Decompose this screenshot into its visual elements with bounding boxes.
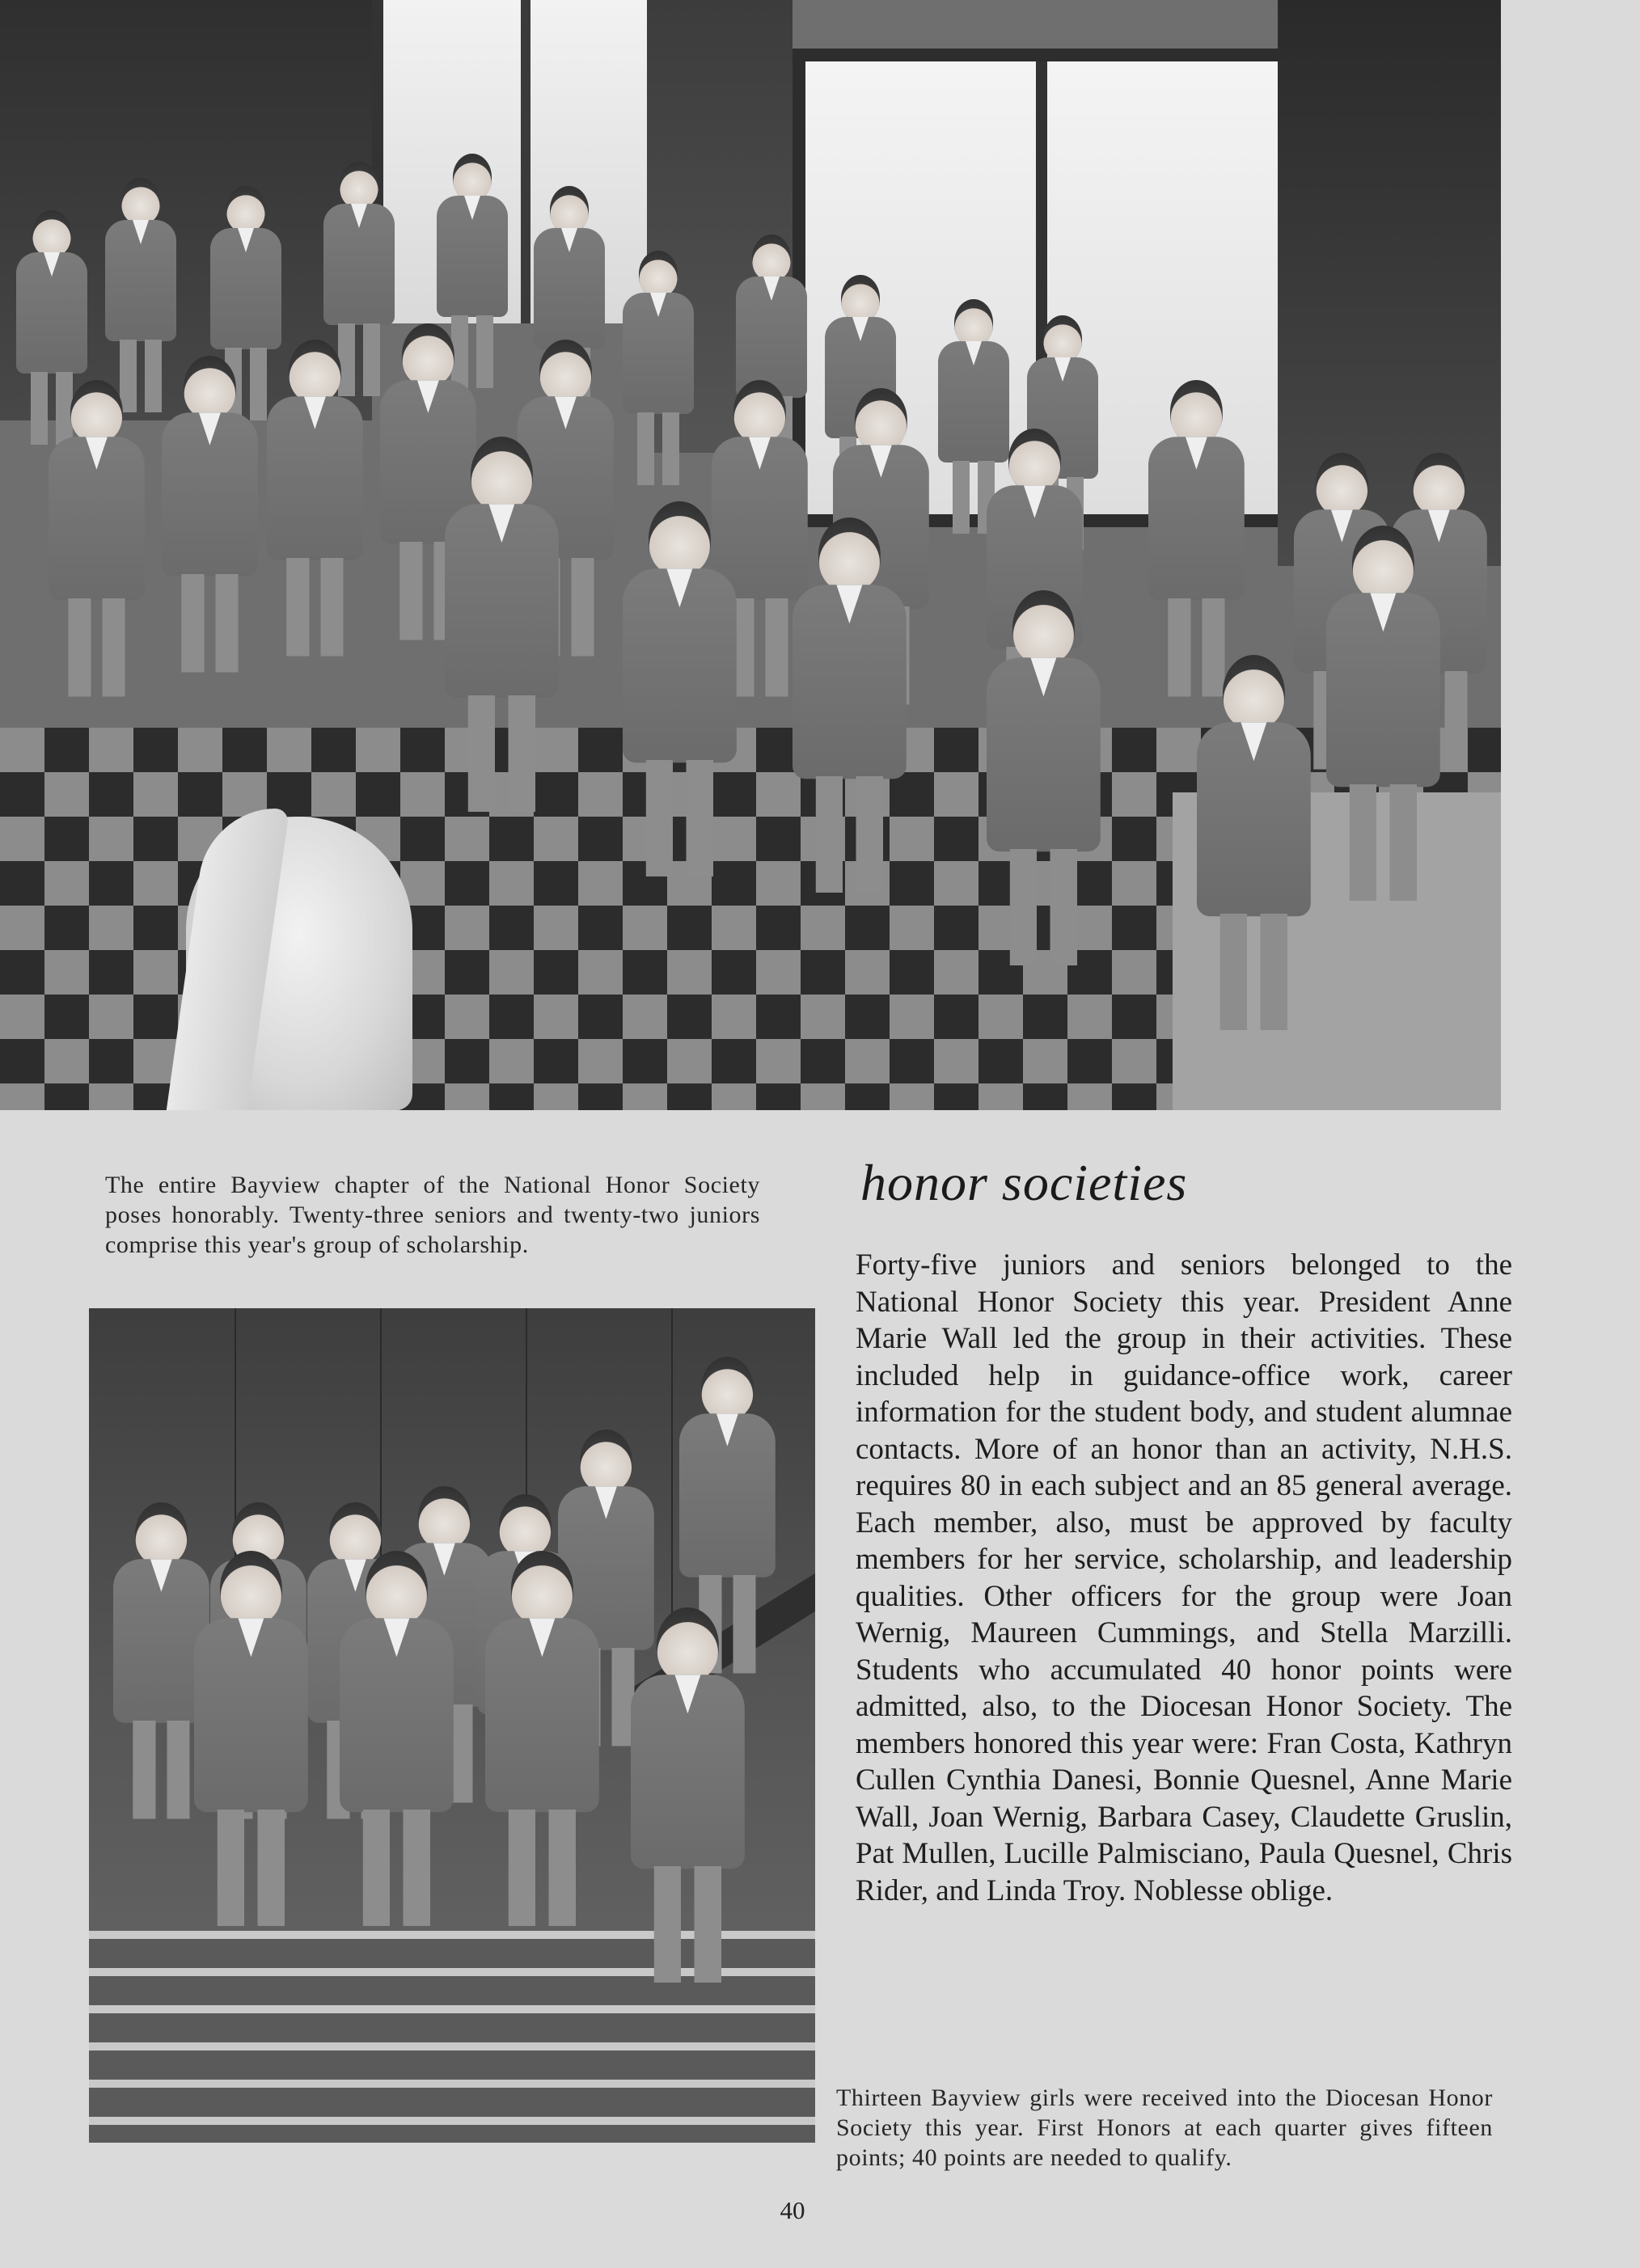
- article-heading: honor societies: [860, 1154, 1188, 1211]
- photo-wall-right: [1278, 0, 1501, 566]
- article-body: Forty-five juniors and seniors belonged to the National Honor Society this year. President Anne Marie Wall led the group in their activities. These included help in guidance-office work, career information for the student body, and student alumnae contacts. More of an honor than an activity, N.H.S. requires 80 in each subject and an 85 general average. Each member, also, must be approved by faculty members for her service, scholarship, and leadership qualities. Other officers for the group were Joan Wernig, Maureen Cummings, and Stella Marzilli. Students who accumulated 40 honor points were admitted, also, to the Diocesan Honor Society. The members honored this year were: Fran Costa, Kathryn Cullen Cynthia Danesi, Bonnie Quesnel, Anne Marie Wall, Joan Wernig, Barbara Casey, Claudette Gruslin, Pat Mullen, Lucille Palmisciano, Paula Quesnel, Chris Rider, and Linda Troy. Noblesse oblige.: [856, 1248, 1512, 1907]
- diocesan-honor-society-photo: [89, 1308, 815, 2143]
- top-photo-caption: The entire Bayview chapter of the National Honor Society poses honorably. Twenty-three seniors and twenty-two juniors comprise this year's group of scholarship.: [105, 1172, 760, 1258]
- photo-window-left: [372, 0, 670, 323]
- honor-society-group-photo: [0, 0, 1501, 1110]
- bottom-photo-caption: Thirteen Bayview girls were received into the Diocesan Honor Society this year. First Honors at each quarter gives fifteen points; 40 points are needed to qualify.: [836, 2084, 1493, 2171]
- page-number: 40: [780, 2196, 805, 2224]
